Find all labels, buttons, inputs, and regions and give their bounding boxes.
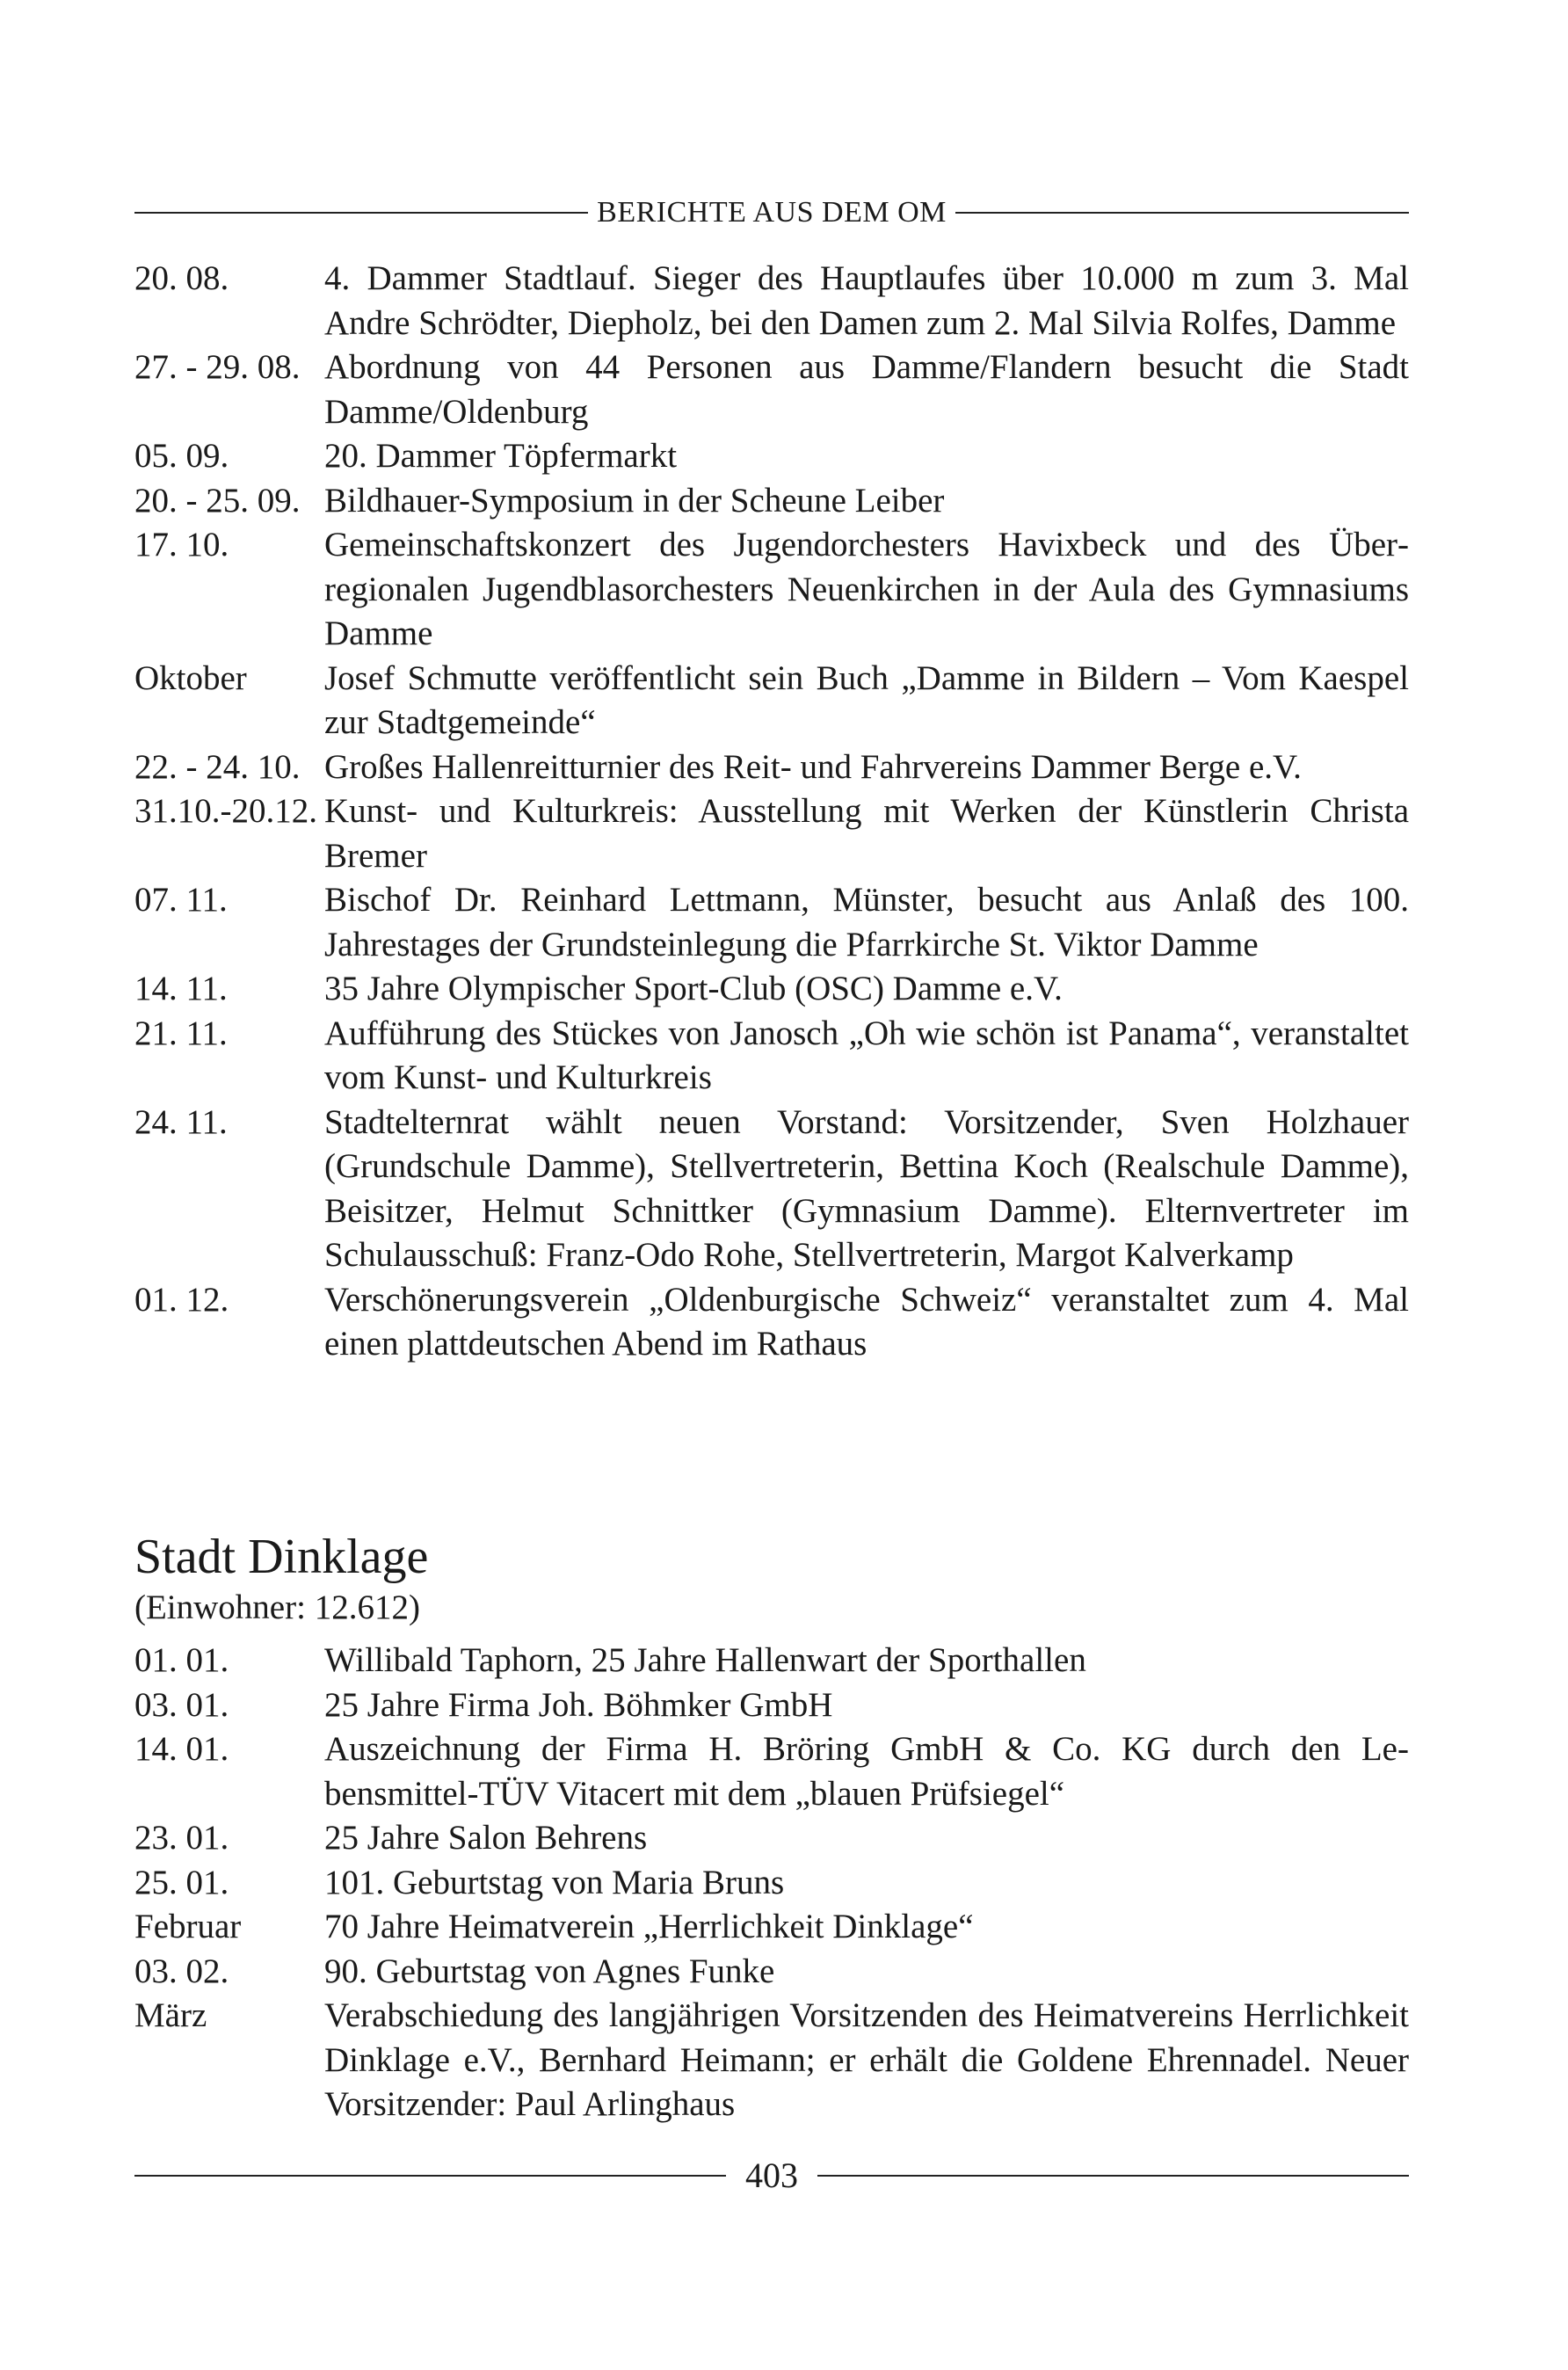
entry-date: 21. 11. xyxy=(134,1014,228,1052)
chronicle-entry xyxy=(134,967,1409,1012)
entry-text: 25 Jahre Firma Joh. Böhmker GmbH xyxy=(324,1685,833,1724)
page-footer xyxy=(134,2156,1409,2196)
entry-date: 17. 10. xyxy=(134,526,229,563)
entry-date: 01. 12. xyxy=(134,1280,229,1319)
entry-text: Aufführung des Stückes von Janosch „Oh wie schön ist Panama“, veranstaltet vom Kunst- und Kulturkreis xyxy=(324,1014,1409,1096)
chronicle-entry xyxy=(134,1950,1409,1995)
section-population: (Einwohner: 12.612) xyxy=(134,1588,420,1626)
running-head xyxy=(134,195,1409,230)
chronicle-entry xyxy=(134,1278,1409,1367)
entry-text: Verschönerungsverein „Oldenburgische Schweiz“ veranstaltet zum 4. Mal einen plattdeutschen Abend im Rathaus xyxy=(324,1280,1409,1363)
entry-text: Abordnung von 44 Personen aus Damme/Flandern besucht die Stadt Damme/Oldenburg xyxy=(324,348,1409,431)
entry-date: 31.10.-20.12. xyxy=(134,792,317,830)
entry-date: Oktober xyxy=(134,658,247,697)
entry-text: Bischof Dr. Reinhard Lettmann, Münster, besucht aus Anlaß des 100. Jahrestages der Grundsteinlegung die Pfarrkirche St. Viktor Damme xyxy=(324,881,1409,963)
section-title: Stadt Dinklage xyxy=(134,1530,429,1584)
entry-date: 20. - 25. 09. xyxy=(134,481,301,520)
chronicle-entry xyxy=(134,1905,1409,1950)
chronicle-entry xyxy=(134,1994,1409,2127)
chronicle-entry xyxy=(134,1639,1409,1683)
entry-text: 35 Jahre Olympischer Sport-Club (OSC) Damme e.V. xyxy=(324,970,1063,1007)
entry-text: Bildhauer-Symposium in der Scheune Leiber xyxy=(324,481,945,520)
entry-text: Kunst- und Kulturkreis: Ausstellung mit Werken der Künstlerin Christa Bremer xyxy=(324,792,1409,875)
entry-text: Verabschiedung des langjährigen Vorsitzenden des Heimatvereins Herrlichkeit Dinklage e.V., Bernhard Heimann; er erhält die Goldene Ehrennadel. Neuer Vorsitzender: Paul Arlinghaus xyxy=(324,1996,1409,2123)
chronicle-entry xyxy=(134,257,1409,345)
entry-date: 01. 01. xyxy=(134,1641,229,1679)
footer-rule-right xyxy=(817,2175,1409,2177)
entry-date: 03. 02. xyxy=(134,1952,229,1990)
entry-text: 101. Geburtstag von Maria Bruns xyxy=(324,1863,785,1901)
entry-date: 14. 01. xyxy=(134,1730,229,1768)
entry-text: Willibald Taphorn, 25 Jahre Hallenwart der Sporthallen xyxy=(324,1641,1086,1679)
footer-rule-left xyxy=(134,2175,726,2177)
chronicle-entry xyxy=(134,1101,1409,1278)
entry-date: 23. 01. xyxy=(134,1819,229,1857)
chronicle-entry xyxy=(134,789,1409,878)
entry-date: 03. 01. xyxy=(134,1685,229,1724)
chronicle-entry xyxy=(134,345,1409,434)
chronicle-entry xyxy=(134,657,1409,745)
chronicle-list-damme xyxy=(134,257,1409,1367)
chronicle-entry xyxy=(134,1012,1409,1101)
running-head-title: BERICHTE AUS DEM OM xyxy=(597,196,947,229)
entry-text: Auszeichnung der Firma H. Bröring GmbH & Co. KG durch den Lebensmittel-TÜV Vitacert mit dem „blauen Prüfsiegel“ xyxy=(324,1730,1409,1813)
entry-text: 4. Dammer Stadtlauf. Sieger des Hauptlaufes über 10.000 m zum 3. Mal Andre Schrödter, Diepholz, bei den Damen zum 2. Mal Silvia Rolfes, Damme xyxy=(324,259,1409,342)
entry-text: 25 Jahre Salon Behrens xyxy=(324,1819,648,1857)
chronicle-entry xyxy=(134,523,1409,657)
entry-text: 90. Geburtstag von Agnes Funke xyxy=(324,1952,775,1990)
entry-text: Josef Schmutte veröffentlicht sein Buch „Damme in Bildern – Vom Kaespel zur Stadtgemeinde“ xyxy=(324,658,1409,741)
entry-text: 70 Jahre Heimatverein „Herrlichkeit Dinklage“ xyxy=(324,1908,974,1945)
entry-date: März xyxy=(134,1996,207,2034)
entry-date: 05. 09. xyxy=(134,437,229,475)
chronicle-entry xyxy=(134,878,1409,967)
chronicle-entry xyxy=(134,1727,1409,1816)
entry-date: Februar xyxy=(134,1908,242,1945)
entry-text: Stadtelternrat wählt neuen Vorstand: Vorsitzender, Sven Holzhauer (Grundschule Damme), Stellvertreterin, Bettina Koch (Realschule Damme), Beisitzer, Helmut Schnittker (Gymnasium Damme). Elternvertreter im Schulausschuß: Franz-Odo Rohe, Stellvertreterin, Margot Kalverkamp xyxy=(324,1102,1409,1274)
entry-date: 25. 01. xyxy=(134,1863,229,1901)
running-head-rule-left xyxy=(134,212,588,214)
chronicle-entry xyxy=(134,479,1409,524)
entry-date: 20. 08. xyxy=(134,259,229,297)
chronicle-entry xyxy=(134,1683,1409,1728)
entry-date: 27. - 29. 08. xyxy=(134,348,301,386)
chronicle-entry xyxy=(134,434,1409,479)
entry-date: 22. - 24. 10. xyxy=(134,747,301,786)
entry-date: 07. 11. xyxy=(134,881,228,919)
entry-date: 14. 11. xyxy=(134,970,228,1007)
entry-text: Großes Hallenreitturnier des Reit- und Fahrvereins Dammer Berge e.V. xyxy=(324,747,1302,786)
running-head-rule-right xyxy=(955,212,1409,214)
chronicle-entry xyxy=(134,1861,1409,1906)
chronicle-list-dinklage xyxy=(134,1639,1409,2127)
entry-date: 24. 11. xyxy=(134,1102,228,1141)
chronicle-entry xyxy=(134,1816,1409,1861)
entry-text: Gemeinschaftskonzert des Jugendorchesters Havixbeck und des Überregionalen Jugendblasorchesters Neuenkirchen in der Aula des Gymnasiums Damme xyxy=(324,526,1409,652)
chronicle-entry xyxy=(134,745,1409,790)
page-number: 403 xyxy=(745,2156,798,2195)
entry-text: 20. Dammer Töpfermarkt xyxy=(324,437,678,475)
